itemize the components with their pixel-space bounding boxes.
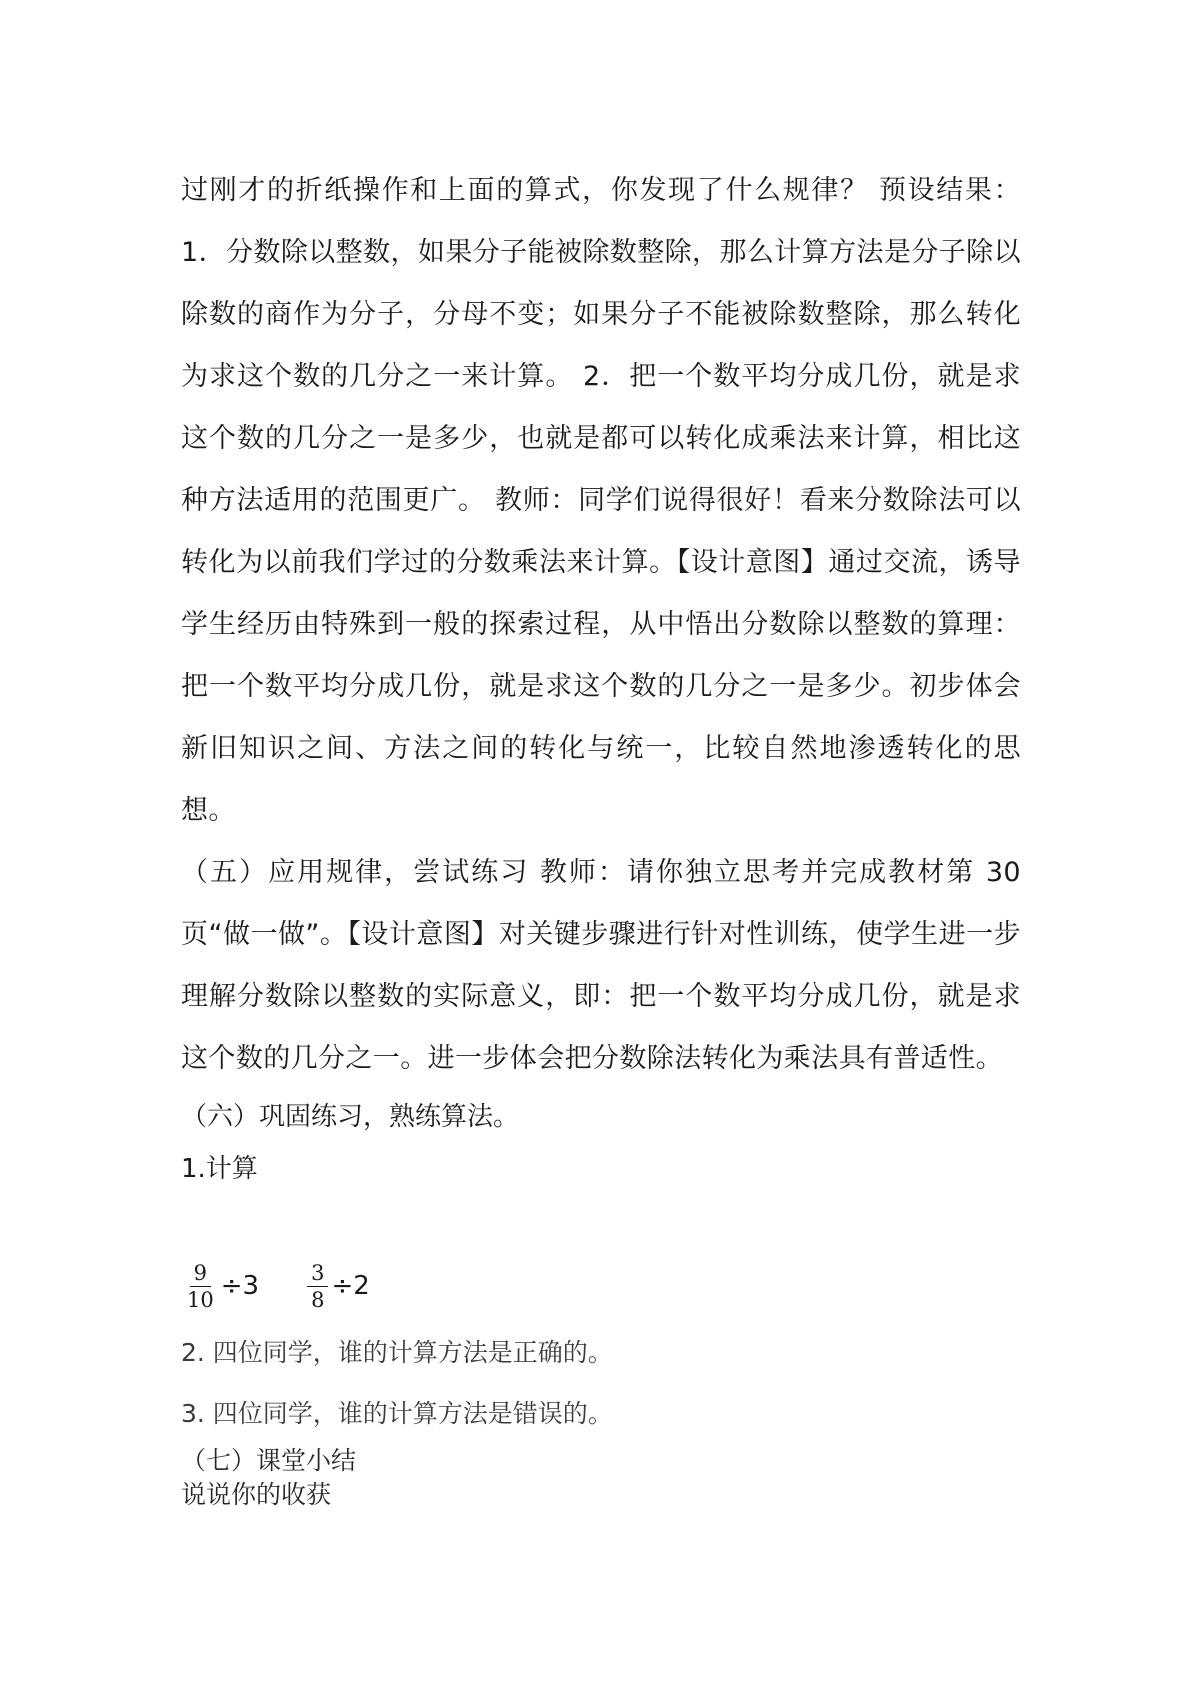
section-7-heading: （七）课堂小结 bbox=[181, 1446, 357, 1475]
fraction-numerator: 9 bbox=[190, 1261, 211, 1287]
item-3-number: 3. bbox=[181, 1399, 205, 1428]
division-operator: ÷3 bbox=[220, 1271, 260, 1301]
item-1-label: 1.计算 bbox=[181, 1154, 258, 1184]
item-2-text: 四位同学，谁的计算方法是正确的。 bbox=[204, 1338, 613, 1367]
main-text-block bbox=[181, 160, 1021, 1090]
fraction-denominator: 8 bbox=[311, 1287, 325, 1312]
fraction bbox=[183, 1261, 218, 1312]
fraction-denominator: 10 bbox=[187, 1287, 214, 1312]
exercise-expression bbox=[307, 1261, 370, 1312]
fraction-numerator: 3 bbox=[307, 1261, 328, 1287]
item-2 bbox=[181, 1333, 613, 1369]
paragraph-section-5: （五）应用规律，尝试练习 教师：请你独立思考并完成教材第 30页“做一做”。【设计意图】对关键步骤进行针对性训练，使学生进一步理解分数除以整数的实际意义，即：把一个数平均分成几份，就是求这个数的几分之一。进一步体会把分数除法转化为乘法具有普适性。 bbox=[181, 857, 1021, 1074]
item-3 bbox=[181, 1394, 613, 1430]
exercise-expression bbox=[183, 1261, 259, 1312]
item-2-number: 2. bbox=[181, 1338, 205, 1367]
section-7-text: 说说你的收获 bbox=[181, 1480, 332, 1509]
section-6-heading: （六）巩固练习，熟练算法。 bbox=[181, 1102, 520, 1132]
division-operator: ÷2 bbox=[331, 1271, 370, 1301]
fraction bbox=[307, 1261, 328, 1312]
exercise-fractions bbox=[183, 1255, 370, 1317]
item-3-text: 四位同学，谁的计算方法是错误的。 bbox=[204, 1399, 613, 1428]
paragraph-discovery: 过刚才的折纸操作和上面的算式，你发现了什么规律？ 预设结果：1．分数除以整数，如果分子能被除数整除，那么计算方法是分子除以除数的商作为分子，分母不变；如果分子不能被除数整除，那么转化为求这个数的几分之一来计算。 2．把一个数平均分成几份，就是求这个数的几分之一是多少，也就是都可以转化成乘法来计算，相比这种方法适用的范围更广。 教师：同学们说得很好！看来分数除法可以转化为以前我们学过的分数乘法来计算。【设计意图】通过交流，诱导学生经历由特殊到一般的探索过程，从中悟出分数除以整数的算理：把一个数平均分成几份，就是求这个数的几分之一是多少。初步体会新旧知识之间、方法之间的转化与统一，比较自然地渗透转化的思想。 bbox=[181, 175, 1021, 826]
